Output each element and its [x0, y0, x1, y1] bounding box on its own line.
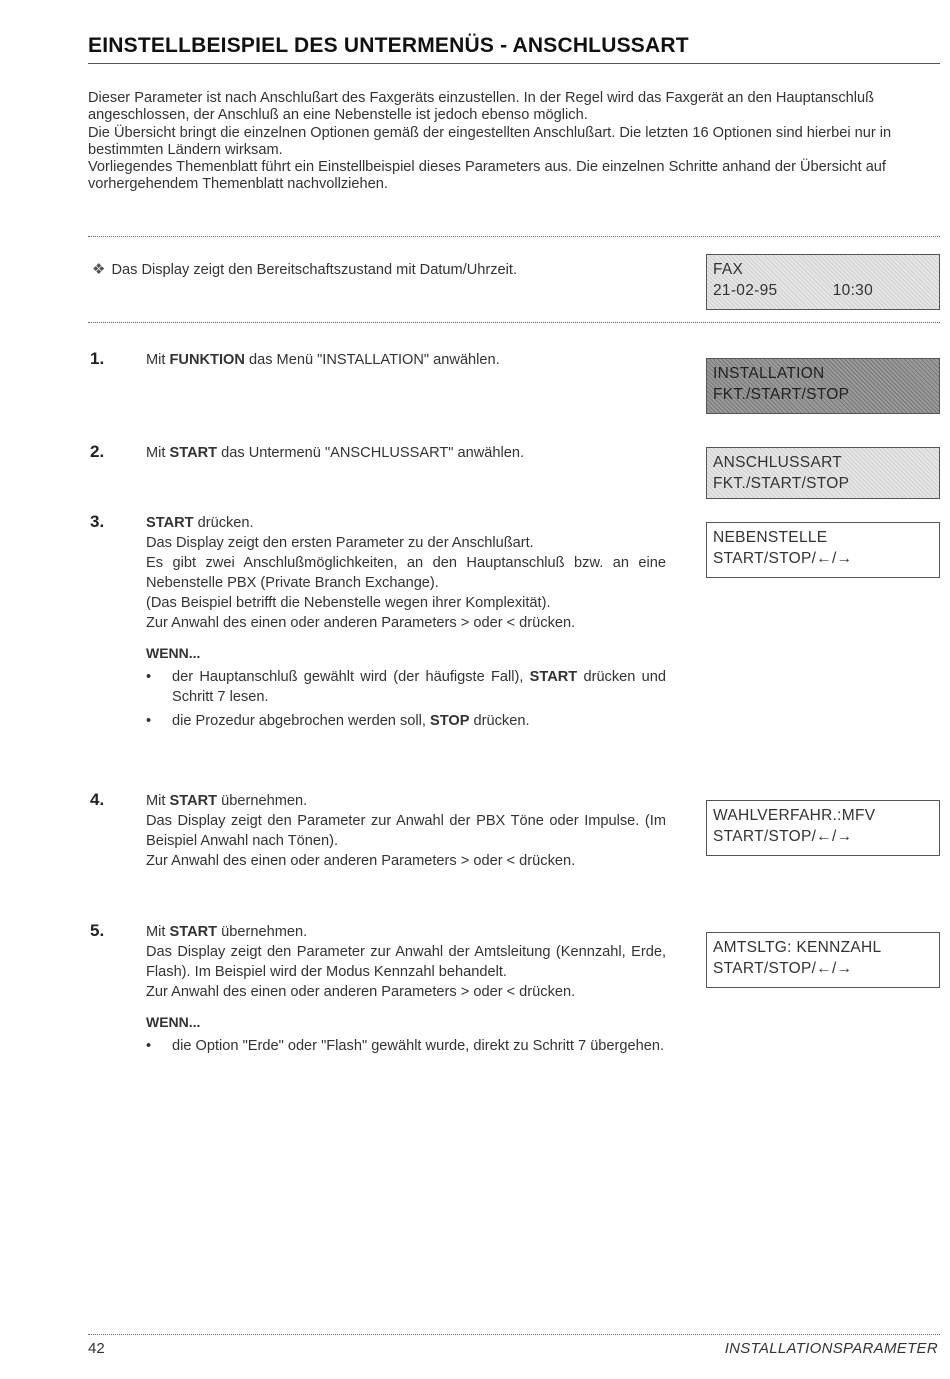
step-line: (Das Beispiel betrifft die Nebenstelle wegen ihrer Komplexität). — [146, 595, 551, 611]
condition-item — [146, 667, 666, 707]
step-text: übernehmen. — [217, 924, 308, 940]
condition-item — [146, 1036, 666, 1056]
lcd-line-2: FKT./START/STOP — [713, 475, 850, 492]
step-line: Das Display zeigt den Parameter zur Anwahl der Amtsleitung (Kennzahl, Erde, Flash). Im Beispiel wird der Modus Kennzahl behandelt. — [146, 944, 666, 980]
step-5-text — [146, 922, 666, 1056]
step-text: Mit — [146, 352, 170, 368]
step-text: Mit — [146, 793, 170, 809]
lcd-line-1: WAHLVERFAHR.:MFV — [713, 807, 876, 824]
key-name: START — [169, 924, 218, 940]
intro-paragraph: Vorliegendes Themenblatt führt ein Einstellbeispiel dieses Parameters aus. Die einzelnen Schritte anhand der Übersicht auf vorhergehendem Themenblatt nachvollziehen. — [88, 159, 886, 193]
step-1-text — [146, 350, 666, 370]
step-text: drücken. — [193, 515, 254, 531]
lcd-line-1: AMTSLTG: KENNZAHL — [713, 939, 882, 956]
lcd-display-step-1 — [706, 358, 940, 414]
key-name: FUNKTION — [169, 352, 245, 368]
lcd-line-2: START/STOP/←/→ — [713, 550, 853, 567]
key-name: START — [146, 515, 194, 531]
step-text: übernehmen. — [217, 793, 308, 809]
standby-note — [92, 260, 517, 278]
footer-rule — [88, 1334, 940, 1335]
step-number: 1. — [90, 349, 105, 368]
condition-text: der Hauptanschluß gewählt wird (der häufigste Fall), — [172, 669, 530, 685]
condition-text: drücken und Schritt 7 lesen. — [172, 669, 666, 705]
lcd-line-2: 21-02-95 10:30 — [713, 282, 874, 299]
step-number: 4. — [90, 790, 105, 809]
title-rule — [88, 63, 940, 64]
key-name: START — [169, 445, 218, 461]
step-number: 3. — [90, 512, 105, 531]
page-number: 42 — [88, 1340, 105, 1357]
lcd-display-standby — [706, 254, 940, 310]
section-title: INSTALLATIONSPARAMETER — [724, 1340, 938, 1357]
key-name: START — [529, 669, 578, 685]
step-text: Mit — [146, 924, 170, 940]
step-text: Mit — [146, 445, 170, 461]
lcd-line-2: FKT./START/STOP — [713, 386, 850, 403]
key-name: STOP — [430, 713, 470, 729]
intro-text — [88, 90, 940, 194]
key-name: START — [169, 793, 218, 809]
bullet-icon: • — [146, 1038, 152, 1054]
condition-text: drücken. — [469, 713, 530, 729]
step-2-text — [146, 443, 666, 463]
step-text: das Untermenü "ANSCHLUSSART" anwählen. — [217, 445, 525, 461]
lcd-line-1: FAX — [713, 261, 744, 278]
step-line: Zur Anwahl des einen oder anderen Parameters > oder < drücken. — [146, 615, 576, 631]
lcd-display-step-2 — [706, 447, 940, 499]
step-text: das Menü "INSTALLATION" anwählen. — [244, 352, 500, 368]
diamond-bullet-icon: ❖ — [92, 261, 106, 278]
step-line: Zur Anwahl des einen oder anderen Parameters > oder < drücken. — [146, 853, 576, 869]
condition-heading: WENN... — [146, 1014, 201, 1030]
intro-paragraph: Dieser Parameter ist nach Anschlußart des Faxgeräts einzustellen. In der Regel wird das Faxgerät an den Hauptanschluß angeschlossen, der Anschluß an eine Nebenstelle ist jedoch ebenso möglich. — [88, 90, 875, 124]
lcd-line-2: START/STOP/←/→ — [713, 960, 853, 977]
step-number: 2. — [90, 442, 105, 461]
section-divider — [88, 322, 940, 323]
condition-heading: WENN... — [146, 645, 201, 661]
step-3-text — [146, 513, 666, 731]
step-line: Das Display zeigt den Parameter zur Anwahl der PBX Töne oder Impulse. (Im Beispiel Anwahl nach Tönen). — [146, 813, 666, 849]
step-line: Es gibt zwei Anschlußmöglichkeiten, an den Hauptanschluß bzw. an eine Nebenstelle PBX (Private Branch Exchange). — [146, 555, 666, 591]
lcd-line-1: NEBENSTELLE — [713, 529, 828, 546]
lcd-line-2: START/STOP/←/→ — [713, 828, 853, 845]
bullet-icon: • — [146, 713, 152, 729]
intro-paragraph: Die Übersicht bringt die einzelnen Optionen gemäß der eingestellten Anschlußart. Die letzten 16 Optionen sind hierbei nur in bestimmten Ländern wirksam. — [88, 124, 892, 158]
step-line: Das Display zeigt den ersten Parameter zu der Anschlußart. — [146, 535, 534, 551]
step-number: 5. — [90, 921, 105, 940]
condition-item — [146, 711, 666, 731]
lcd-display-step-3 — [706, 522, 940, 578]
condition-text: die Option "Erde" oder "Flash" gewählt wurde, direkt zu Schritt 7 übergehen. — [172, 1038, 665, 1054]
bullet-icon: • — [146, 669, 152, 685]
lcd-line-1: INSTALLATION — [713, 365, 825, 382]
page-title: EINSTELLBEISPIEL DES UNTERMENÜS - ANSCHLUSSART — [88, 34, 689, 57]
lcd-display-step-5 — [706, 932, 940, 988]
lcd-display-step-4 — [706, 800, 940, 856]
section-divider — [88, 236, 940, 237]
condition-text: die Prozedur abgebrochen werden soll, — [172, 713, 430, 729]
lcd-line-1: ANSCHLUSSART — [713, 454, 843, 471]
step-4-text — [146, 791, 666, 871]
step-line: Zur Anwahl des einen oder anderen Parameters > oder < drücken. — [146, 984, 576, 1000]
standby-text: Das Display zeigt den Bereitschaftszustand mit Datum/Uhrzeit. — [111, 262, 517, 278]
